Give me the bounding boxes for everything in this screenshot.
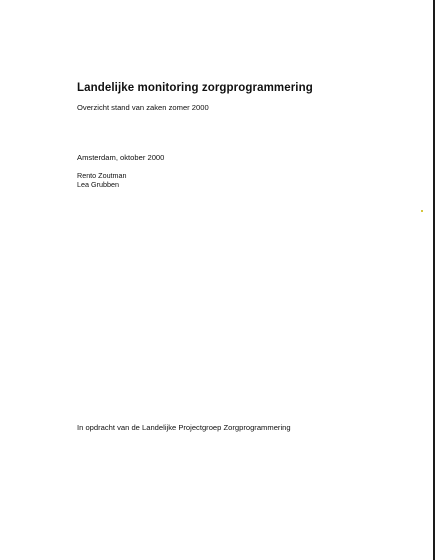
commission-statement: In opdracht van de Landelijke Projectgroep Zorgprogrammering	[77, 423, 291, 432]
place-and-date: Amsterdam, oktober 2000	[77, 153, 165, 162]
author-name: Lea Grubben	[77, 180, 119, 189]
document-subtitle: Overzicht stand van zaken zomer 2000	[77, 103, 209, 112]
document-title: Landelijke monitoring zorgprogrammering	[77, 82, 313, 94]
scan-speck	[421, 210, 423, 212]
author-name: Rento Zoutman	[77, 171, 127, 180]
